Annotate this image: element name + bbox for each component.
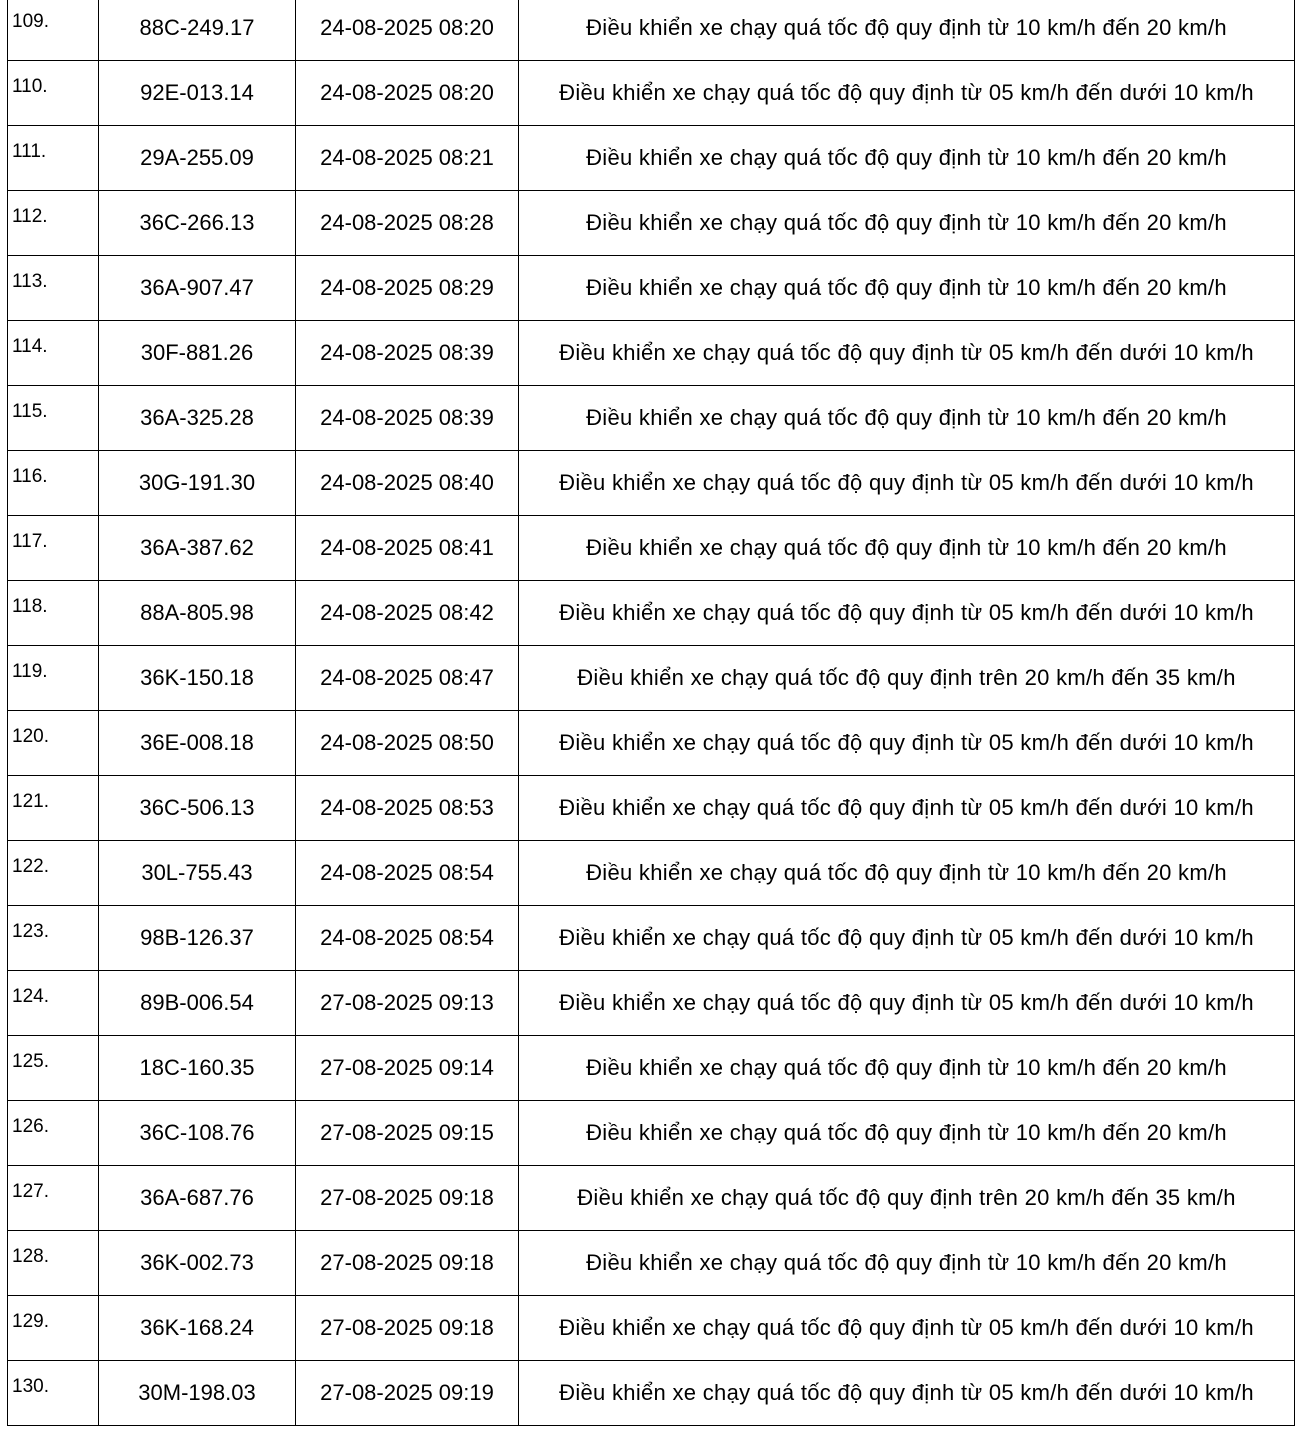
violation-time: 24-08-2025 08:28 xyxy=(296,191,519,256)
row-number: 126. xyxy=(8,1101,99,1166)
violation-time: 24-08-2025 08:39 xyxy=(296,386,519,451)
row-number: 120. xyxy=(8,711,99,776)
table-row xyxy=(8,1231,1295,1296)
violation-time: 24-08-2025 08:50 xyxy=(296,711,519,776)
violation-description: Điều khiển xe chạy quá tốc độ quy định từ 05 km/h đến dưới 10 km/h xyxy=(519,321,1295,386)
violations-table xyxy=(7,0,1295,1426)
license-plate: 36A-325.28 xyxy=(99,386,296,451)
violation-description: Điều khiển xe chạy quá tốc độ quy định trên 20 km/h đến 35 km/h xyxy=(519,1166,1295,1231)
license-plate: 18C-160.35 xyxy=(99,1036,296,1101)
license-plate: 89B-006.54 xyxy=(99,971,296,1036)
license-plate: 36E-008.18 xyxy=(99,711,296,776)
row-number: 113. xyxy=(8,256,99,321)
table-row xyxy=(8,1036,1295,1101)
license-plate: 36A-387.62 xyxy=(99,516,296,581)
row-number: 127. xyxy=(8,1166,99,1231)
license-plate: 36C-108.76 xyxy=(99,1101,296,1166)
row-number: 111. xyxy=(8,126,99,191)
license-plate: 30F-881.26 xyxy=(99,321,296,386)
table-row xyxy=(8,646,1295,711)
table-row xyxy=(8,256,1295,321)
violation-description: Điều khiển xe chạy quá tốc độ quy định từ 10 km/h đến 20 km/h xyxy=(519,191,1295,256)
row-number: 121. xyxy=(8,776,99,841)
violation-time: 24-08-2025 08:54 xyxy=(296,906,519,971)
violation-description: Điều khiển xe chạy quá tốc độ quy định trên 20 km/h đến 35 km/h xyxy=(519,646,1295,711)
violation-description: Điều khiển xe chạy quá tốc độ quy định từ 10 km/h đến 20 km/h xyxy=(519,841,1295,906)
table-row xyxy=(8,841,1295,906)
license-plate: 36C-266.13 xyxy=(99,191,296,256)
violation-time: 24-08-2025 08:47 xyxy=(296,646,519,711)
row-number: 117. xyxy=(8,516,99,581)
violation-description: Điều khiển xe chạy quá tốc độ quy định từ 05 km/h đến dưới 10 km/h xyxy=(519,971,1295,1036)
violation-time: 24-08-2025 08:39 xyxy=(296,321,519,386)
row-number: 115. xyxy=(8,386,99,451)
violation-description: Điều khiển xe chạy quá tốc độ quy định từ 10 km/h đến 20 km/h xyxy=(519,126,1295,191)
violation-description: Điều khiển xe chạy quá tốc độ quy định từ 10 km/h đến 20 km/h xyxy=(519,1231,1295,1296)
table-row xyxy=(8,0,1295,61)
row-number: 128. xyxy=(8,1231,99,1296)
violation-time: 24-08-2025 08:54 xyxy=(296,841,519,906)
license-plate: 30M-198.03 xyxy=(99,1361,296,1426)
table-row xyxy=(8,581,1295,646)
row-number: 129. xyxy=(8,1296,99,1361)
violation-time: 24-08-2025 08:29 xyxy=(296,256,519,321)
row-number: 130. xyxy=(8,1361,99,1426)
license-plate: 92E-013.14 xyxy=(99,61,296,126)
violation-description: Điều khiển xe chạy quá tốc độ quy định từ 05 km/h đến dưới 10 km/h xyxy=(519,1361,1295,1426)
violation-description: Điều khiển xe chạy quá tốc độ quy định từ 05 km/h đến dưới 10 km/h xyxy=(519,711,1295,776)
violation-time: 24-08-2025 08:20 xyxy=(296,0,519,61)
violation-time: 27-08-2025 09:14 xyxy=(296,1036,519,1101)
license-plate: 36K-150.18 xyxy=(99,646,296,711)
row-number: 124. xyxy=(8,971,99,1036)
row-number: 112. xyxy=(8,191,99,256)
row-number: 122. xyxy=(8,841,99,906)
violation-time: 27-08-2025 09:19 xyxy=(296,1361,519,1426)
violation-time: 24-08-2025 08:42 xyxy=(296,581,519,646)
violation-time: 27-08-2025 09:15 xyxy=(296,1101,519,1166)
table-row xyxy=(8,971,1295,1036)
violation-time: 24-08-2025 08:53 xyxy=(296,776,519,841)
license-plate: 30G-191.30 xyxy=(99,451,296,516)
table-row xyxy=(8,451,1295,516)
table-row xyxy=(8,1166,1295,1231)
violation-time: 27-08-2025 09:18 xyxy=(296,1166,519,1231)
row-number: 119. xyxy=(8,646,99,711)
license-plate: 36K-168.24 xyxy=(99,1296,296,1361)
table-row xyxy=(8,386,1295,451)
row-number: 114. xyxy=(8,321,99,386)
violation-description: Điều khiển xe chạy quá tốc độ quy định từ 10 km/h đến 20 km/h xyxy=(519,1101,1295,1166)
violation-description: Điều khiển xe chạy quá tốc độ quy định từ 05 km/h đến dưới 10 km/h xyxy=(519,1296,1295,1361)
violation-description: Điều khiển xe chạy quá tốc độ quy định từ 05 km/h đến dưới 10 km/h xyxy=(519,906,1295,971)
violation-description: Điều khiển xe chạy quá tốc độ quy định từ 10 km/h đến 20 km/h xyxy=(519,1036,1295,1101)
violations-table-container xyxy=(7,0,1294,1426)
license-plate: 36A-907.47 xyxy=(99,256,296,321)
license-plate: 29A-255.09 xyxy=(99,126,296,191)
violation-description: Điều khiển xe chạy quá tốc độ quy định từ 05 km/h đến dưới 10 km/h xyxy=(519,776,1295,841)
table-row xyxy=(8,191,1295,256)
table-row xyxy=(8,776,1295,841)
license-plate: 88C-249.17 xyxy=(99,0,296,61)
violation-time: 27-08-2025 09:18 xyxy=(296,1231,519,1296)
row-number: 110. xyxy=(8,61,99,126)
violation-description: Điều khiển xe chạy quá tốc độ quy định từ 05 km/h đến dưới 10 km/h xyxy=(519,451,1295,516)
table-row xyxy=(8,61,1295,126)
table-row xyxy=(8,1101,1295,1166)
row-number: 118. xyxy=(8,581,99,646)
table-row xyxy=(8,1296,1295,1361)
license-plate: 36A-687.76 xyxy=(99,1166,296,1231)
table-row xyxy=(8,906,1295,971)
violations-table-body xyxy=(8,0,1295,1426)
table-row xyxy=(8,126,1295,191)
row-number: 109. xyxy=(8,0,99,61)
violation-time: 24-08-2025 08:21 xyxy=(296,126,519,191)
table-row xyxy=(8,711,1295,776)
violation-time: 24-08-2025 08:40 xyxy=(296,451,519,516)
row-number: 125. xyxy=(8,1036,99,1101)
table-row xyxy=(8,1361,1295,1426)
violation-description: Điều khiển xe chạy quá tốc độ quy định từ 05 km/h đến dưới 10 km/h xyxy=(519,61,1295,126)
violation-time: 24-08-2025 08:41 xyxy=(296,516,519,581)
violation-time: 27-08-2025 09:18 xyxy=(296,1296,519,1361)
violation-description: Điều khiển xe chạy quá tốc độ quy định từ 10 km/h đến 20 km/h xyxy=(519,516,1295,581)
table-row xyxy=(8,516,1295,581)
license-plate: 36C-506.13 xyxy=(99,776,296,841)
violation-time: 24-08-2025 08:20 xyxy=(296,61,519,126)
row-number: 116. xyxy=(8,451,99,516)
license-plate: 88A-805.98 xyxy=(99,581,296,646)
violation-description: Điều khiển xe chạy quá tốc độ quy định từ 05 km/h đến dưới 10 km/h xyxy=(519,581,1295,646)
license-plate: 98B-126.37 xyxy=(99,906,296,971)
license-plate: 30L-755.43 xyxy=(99,841,296,906)
violation-description: Điều khiển xe chạy quá tốc độ quy định từ 10 km/h đến 20 km/h xyxy=(519,386,1295,451)
violation-description: Điều khiển xe chạy quá tốc độ quy định từ 10 km/h đến 20 km/h xyxy=(519,256,1295,321)
row-number: 123. xyxy=(8,906,99,971)
violation-description: Điều khiển xe chạy quá tốc độ quy định từ 10 km/h đến 20 km/h xyxy=(519,0,1295,61)
license-plate: 36K-002.73 xyxy=(99,1231,296,1296)
table-row xyxy=(8,321,1295,386)
violation-time: 27-08-2025 09:13 xyxy=(296,971,519,1036)
